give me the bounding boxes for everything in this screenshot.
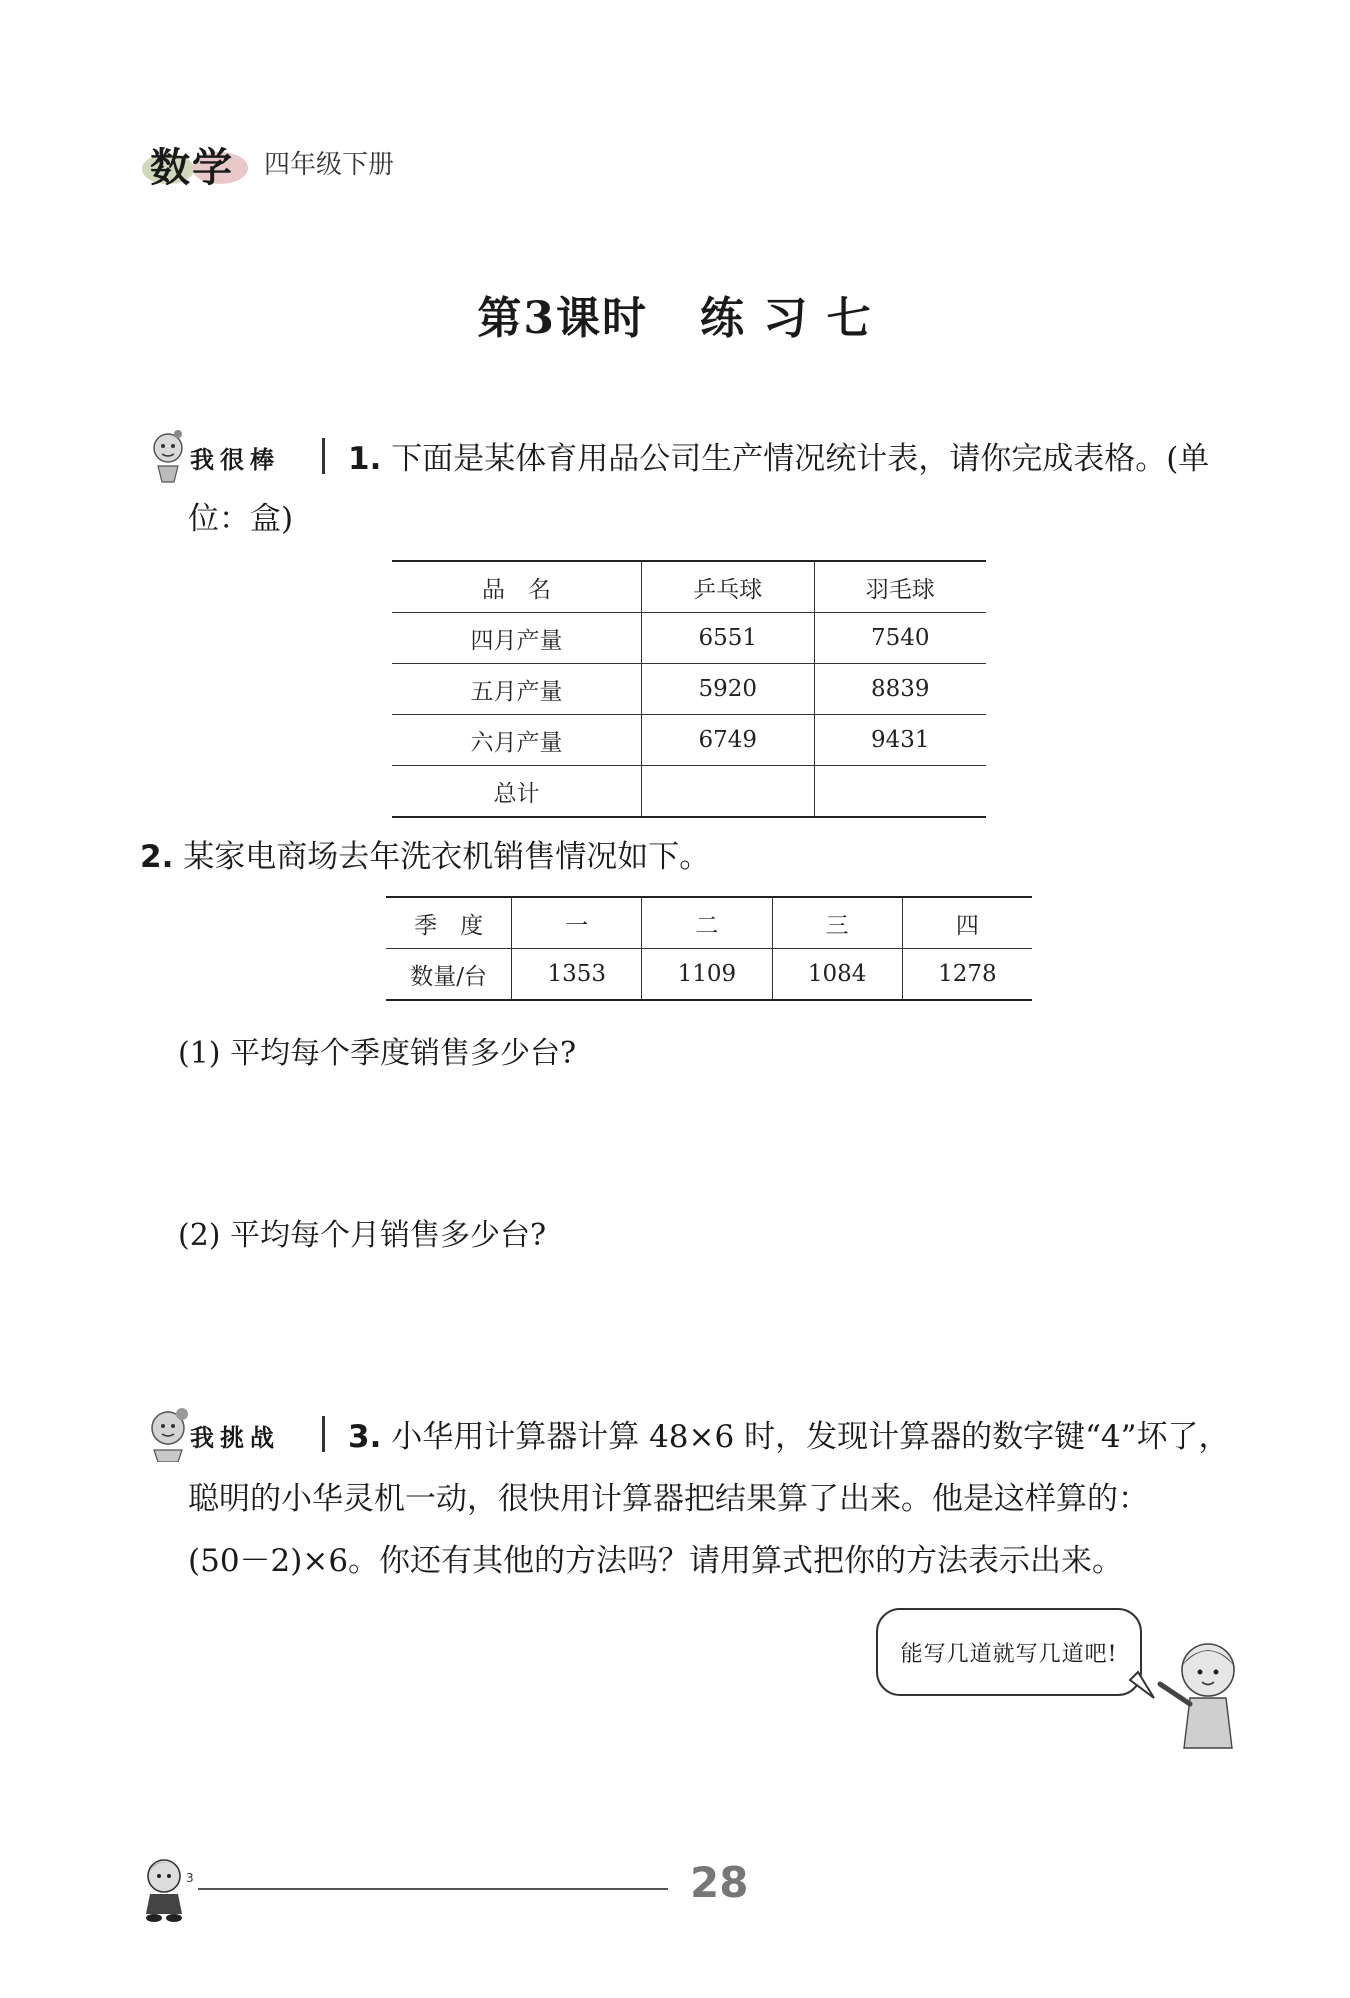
speech-bubble-tail-and-girl: [1120, 1640, 1250, 1750]
badge-wo-hen-bang: [144, 428, 334, 484]
q2-subquestion-2: (2) 平均每个月销售多少台?: [178, 1218, 547, 1253]
speech-bubble: [876, 1608, 1142, 1696]
grade-label: 四年级下册: [264, 150, 395, 180]
subject-logo: [142, 132, 252, 190]
table-cell: 7540: [814, 613, 986, 664]
badge-label: 我很棒: [190, 446, 280, 474]
footer-mascot-icon: [136, 1856, 198, 1924]
q3-line3: (50－2)×6。你还有其他的方法吗？请用算式把你的方法表示出来。: [188, 1543, 1124, 1579]
badge-divider: [322, 1416, 325, 1452]
q3-number: 3.: [348, 1419, 382, 1455]
speech-bubble-text: 能写几道就写几道吧!: [900, 1641, 1118, 1667]
svg-text:3: 3: [186, 1871, 194, 1885]
total-answer-cell[interactable]: [642, 766, 814, 818]
q2-line: [140, 826, 710, 888]
table-cell: 9431: [814, 715, 986, 766]
q3-line1: [348, 1406, 1230, 1468]
table-cell: 五月产量: [392, 664, 642, 715]
table-cell: 8839: [814, 664, 986, 715]
q1-line1: [348, 428, 1209, 490]
table-cell: 6749: [642, 715, 814, 766]
q2-text: 某家电商场去年洗衣机销售情况如下。: [183, 839, 711, 875]
subject-title: 数学: [150, 145, 234, 191]
mascot-icon: [144, 428, 192, 484]
table-row: [392, 664, 986, 715]
speech-tail-icon: [1130, 1672, 1154, 1698]
table-cell: 六月产量: [392, 715, 642, 766]
table-cell: 数量/台: [386, 949, 512, 1001]
q3-line2: 聪明的小华灵机一动，很快用计算器把结果算了出来。他是这样算的：: [188, 1481, 1149, 1517]
table-header-cell: 品 名: [392, 561, 642, 613]
table-row: [392, 715, 986, 766]
q1-line2: 位：盒): [188, 501, 294, 537]
footer-rule: [198, 1888, 668, 1890]
mascot-icon: [144, 1406, 192, 1462]
table-cell: 1278: [902, 949, 1032, 1001]
sales-table: [386, 896, 1032, 1001]
q2-number: 2.: [140, 839, 174, 875]
table-header-cell: 三: [772, 897, 902, 949]
q1-text: 下面是某体育用品公司生产情况统计表，请你完成表格。(单: [391, 441, 1210, 477]
table-row: [392, 613, 986, 664]
table-row-total: [392, 766, 986, 818]
table-cell: 5920: [642, 664, 814, 715]
table-cell: 总计: [392, 766, 642, 818]
table-header-row: [386, 897, 1032, 949]
q3-text: 小华用计算器计算 48×6 时，发现计算器的数字键“4”坏了，: [391, 1419, 1230, 1455]
total-answer-cell[interactable]: [814, 766, 986, 818]
production-table: [392, 560, 986, 818]
table-header-cell: 四: [902, 897, 1032, 949]
girl-character-icon: [1160, 1644, 1234, 1748]
page-number: 28: [690, 1858, 749, 1907]
q1-number: 1.: [348, 441, 382, 477]
lesson-name: 练 习 七: [699, 293, 873, 344]
badge-wo-tiao-zhan: [144, 1406, 334, 1462]
table-cell: 1084: [772, 949, 902, 1001]
table-header-cell: 季 度: [386, 897, 512, 949]
table-cell: 1109: [642, 949, 772, 1001]
table-header-cell: 羽毛球: [814, 561, 986, 613]
table-cell: 6551: [642, 613, 814, 664]
table-header-cell: 二: [642, 897, 772, 949]
table-cell: 1353: [512, 949, 642, 1001]
table-cell: 四月产量: [392, 613, 642, 664]
table-header-cell: 一: [512, 897, 642, 949]
lesson-number: 第3课时: [477, 293, 648, 344]
table-row: [386, 949, 1032, 1001]
q2-subquestion-1: (1) 平均每个季度销售多少台?: [178, 1036, 577, 1071]
lesson-title: [0, 282, 1350, 346]
badge-divider: [322, 438, 325, 474]
table-header-row: [392, 561, 986, 613]
table-header-cell: 乒乓球: [642, 561, 814, 613]
badge-label: 我挑战: [190, 1424, 280, 1452]
